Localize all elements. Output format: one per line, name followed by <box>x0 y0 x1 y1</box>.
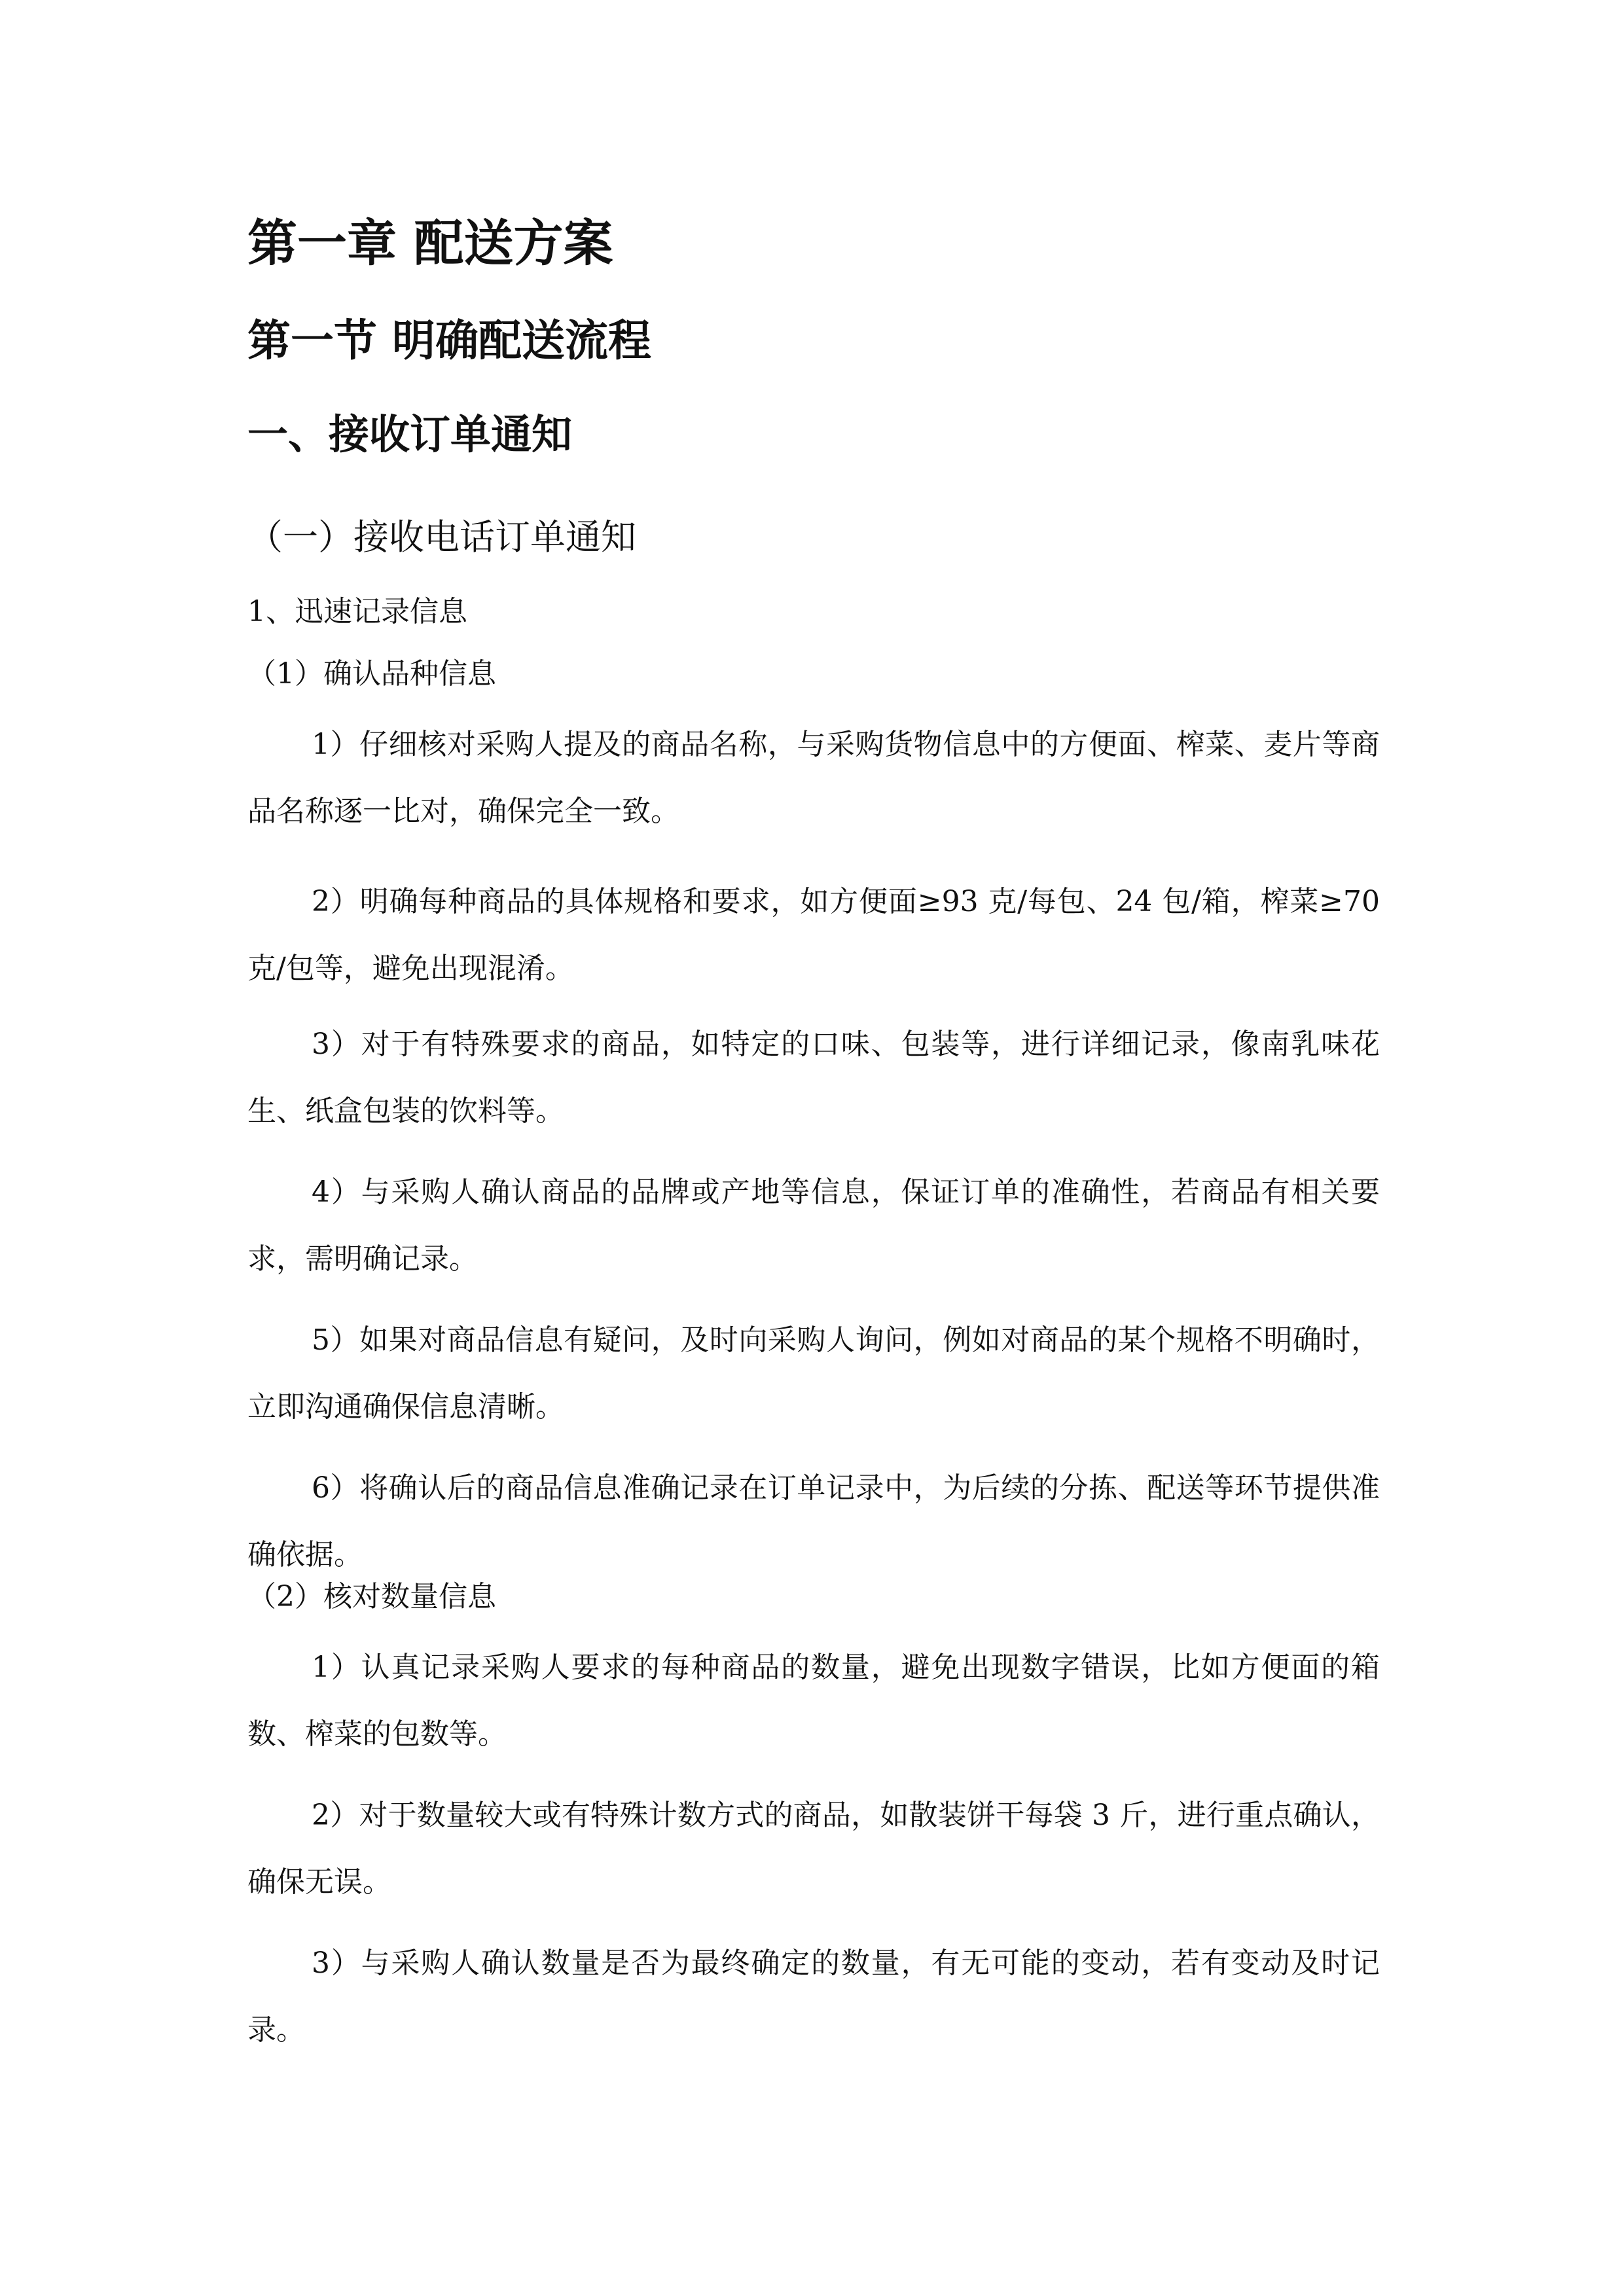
item-heading: 1、迅速记录信息 <box>247 595 467 628</box>
paragraph: 2）明确每种商品的具体规格和要求，如方便面≥93 克/每包、24 包/箱，榨菜≥70 克/包等，避免出现混淆。 <box>247 885 1380 985</box>
paragraph: 2）对于数量较大或有特殊计数方式的商品，如散装饼干每袋 3 斤，进行重点确认，确保无误。 <box>247 1799 1380 1899</box>
subsection-title: 一、接收订单通知 <box>247 410 573 458</box>
paragraph: 1）认真记录采购人要求的每种商品的数量，避免出现数字错误，比如方便面的箱数、榨菜的包数等。 <box>247 1651 1380 1751</box>
paragraph: 3）与采购人确认数量是否为最终确定的数量，有无可能的变动，若有变动及时记录。 <box>247 1946 1380 2047</box>
paragraph: 5）如果对商品信息有疑问，及时向采购人询问，例如对商品的某个规格不明确时，立即沟通确保信息清晰。 <box>247 1323 1380 1424</box>
paragraph: 4）与采购人确认商品的品牌或产地等信息，保证订单的准确性，若商品有相关要求，需明确记录。 <box>247 1175 1380 1276</box>
section-title: 第一节 明确配送流程 <box>247 315 651 366</box>
part-heading: （2）核对数量信息 <box>247 1580 496 1613</box>
paragraph: 1）仔细核对采购人提及的商品名称，与采购货物信息中的方便面、榨菜、麦片等商品名称逐一比对，确保完全一致。 <box>247 728 1380 828</box>
sub-subsection-title: （一）接收电话订单通知 <box>247 516 636 558</box>
paragraph: 6）将确认后的商品信息准确记录在订单记录中，为后续的分拣、配送等环节提供准确依据。 <box>247 1471 1380 1571</box>
chapter-title: 第一章 配送方案 <box>247 214 613 272</box>
paragraph: 3）对于有特殊要求的商品，如特定的口味、包装等，进行详细记录，像南乳味花生、纸盒包装的饮料等。 <box>247 1028 1380 1128</box>
part-heading: （1）确认品种信息 <box>247 657 496 691</box>
